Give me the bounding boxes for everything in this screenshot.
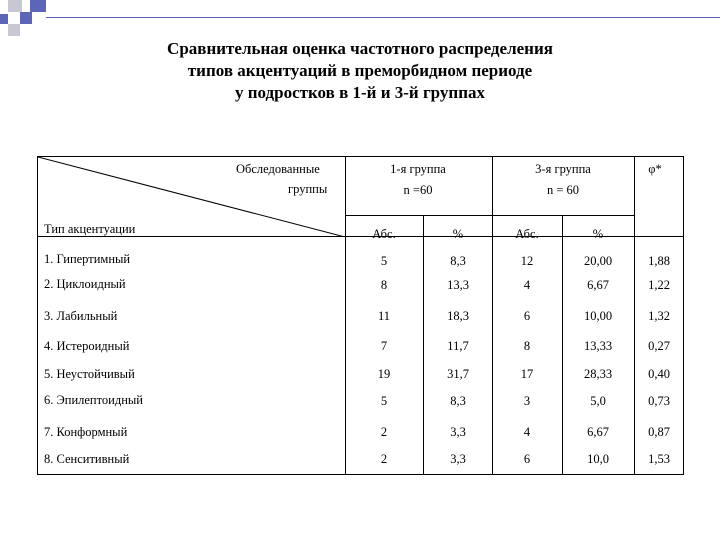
row-2-type: 2. Циклоидный [44,277,126,291]
row-4-type: 4. Истероидный [44,339,130,353]
row-5-phi: 0,40 [648,367,670,381]
row-7-pct3: 6,67 [587,425,609,439]
row-8-pct3: 10,0 [587,452,609,466]
row-4-pct1: 11,7 [447,339,469,353]
row-3-phi: 1,32 [648,309,670,323]
row-7-type: 7. Конформный [44,425,128,439]
row-2-abs1: 8 [380,278,388,292]
row-8-abs3: 6 [523,452,531,466]
title-line-1: Сравнительная оценка частотного распределения [167,39,553,58]
header-group1-n: n =60 [403,183,433,197]
header-group3: 3-я группа [535,162,591,176]
row-8-pct1: 3,3 [450,452,466,466]
accentuation-table [37,156,684,475]
header-pct1: % [452,227,464,241]
row-4-abs1: 7 [380,339,388,353]
header-abs3: Абс. [515,227,539,241]
header-groups: группы [288,182,328,196]
row-1-pct3: 20,00 [583,254,613,268]
row-3-abs1: 11 [377,309,391,323]
header-subdivider [345,215,634,216]
row-4-pct3: 13,33 [583,339,613,353]
row-5-pct3: 28,33 [583,367,613,381]
title-line-2: типов акцентуаций в преморбидном периоде [187,61,533,80]
deco-square-blue-2 [20,12,32,24]
row-1-phi: 1,88 [648,254,670,268]
row-3-pct1: 18,3 [447,309,469,323]
header-group3-n: n = 60 [546,183,580,197]
col-divider-types [345,157,346,474]
header-bottom-line [38,236,683,237]
row-8-abs1: 2 [380,452,388,466]
row-6-pct1: 8,3 [450,394,466,408]
deco-square-blue-1 [30,0,46,12]
row-6-abs1: 5 [380,394,388,408]
decorative-header [0,0,720,40]
row-3-type: 3. Лабильный [44,309,118,323]
deco-line [46,17,720,18]
slide-title [0,38,720,104]
row-1-type: 1. Гипертимный [44,252,131,266]
header-pct3: % [592,227,604,241]
row-6-abs3: 3 [523,394,531,408]
row-1-abs3: 12 [520,254,534,268]
row-8-phi: 1,53 [648,452,670,466]
row-5-abs1: 19 [377,367,391,381]
header-group1: 1-я группа [390,162,446,176]
row-1-abs1: 5 [380,254,388,268]
deco-square-gray-2 [8,24,20,36]
row-2-pct3: 6,67 [587,278,609,292]
title-line-3: у подростков в 1-й и 3-й группах [234,83,485,102]
row-7-phi: 0,87 [648,425,670,439]
row-8-type: 8. Сенситивный [44,452,130,466]
row-3-pct3: 10,00 [583,309,613,323]
header-accentuation-type: Тип акцентуации [44,222,136,236]
row-6-pct3: 5,0 [590,394,606,408]
row-3-abs3: 6 [523,309,531,323]
row-7-pct1: 3,3 [450,425,466,439]
row-6-phi: 0,73 [648,394,670,408]
row-5-pct1: 31,7 [447,367,469,381]
row-5-abs3: 17 [520,367,534,381]
row-2-pct1: 13,3 [447,278,469,292]
row-4-phi: 0,27 [648,339,670,353]
deco-square-blue-3 [0,14,8,24]
header-phi: φ* [648,162,662,176]
deco-square-gray-1 [8,0,22,12]
row-7-abs3: 4 [523,425,531,439]
col-divider-groups [492,157,493,474]
header-abs1: Абс. [372,227,396,241]
row-7-abs1: 2 [380,425,388,439]
row-2-abs3: 4 [523,278,531,292]
row-4-abs3: 8 [523,339,531,353]
col-divider-phi [634,157,635,474]
row-6-type: 6. Эпилептоидный [44,393,143,407]
row-5-type: 5. Неустойчивый [44,367,135,381]
header-examined: Обследованные [236,162,320,176]
col-divider-abs1 [423,215,424,474]
row-1-pct1: 8,3 [450,254,466,268]
col-divider-abs3 [562,215,563,474]
row-2-phi: 1,22 [648,278,670,292]
